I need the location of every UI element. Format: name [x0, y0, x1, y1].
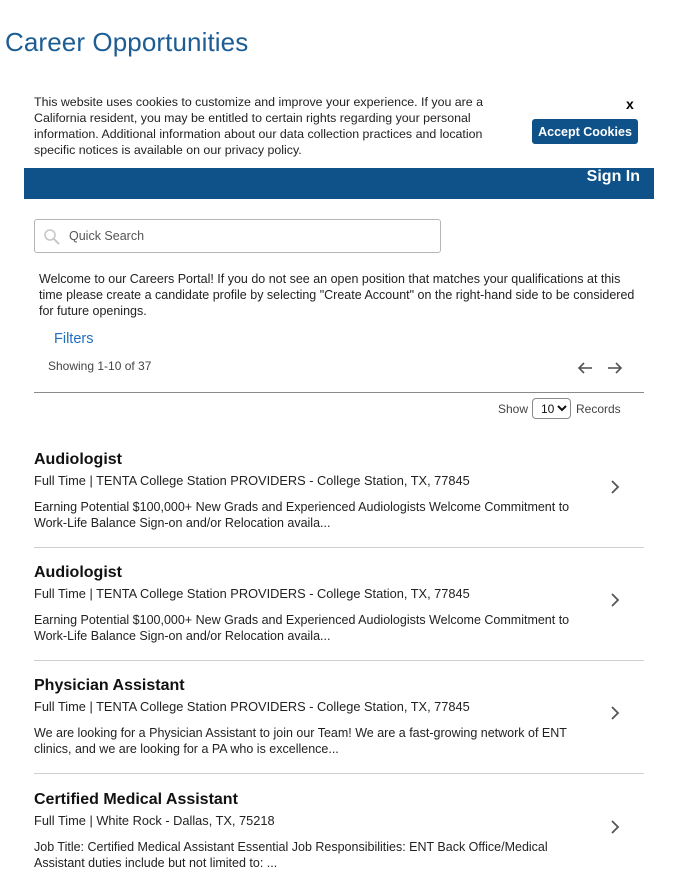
job-title[interactable]: Audiologist	[34, 451, 122, 468]
chevron-right-icon[interactable]	[610, 479, 620, 500]
job-list-item[interactable]	[34, 677, 644, 790]
arrow-left-icon[interactable]	[577, 361, 593, 380]
search-input[interactable]	[69, 226, 429, 246]
job-meta: Full Time | White Rock - Dallas, TX, 75218	[34, 813, 275, 828]
show-label: Show	[498, 402, 529, 416]
job-list-item[interactable]	[34, 451, 644, 564]
chevron-right-icon[interactable]	[610, 819, 620, 840]
pagination-showing: Showing 1-10 of 37	[48, 359, 152, 373]
search-box[interactable]	[34, 219, 441, 253]
job-description: Job Title: Certified Medical Assistant Essential Job Responsibilities: ENT Back Office/Medical Assistant duties include but not limited to: ...	[34, 840, 548, 870]
job-divider	[34, 547, 644, 548]
job-description: Earning Potential $100,000+ New Grads and Experienced Audiologists Welcome Commitment to Work-Life Balance Sign-on and/or Relocation availa...	[34, 613, 570, 643]
chevron-right-icon[interactable]	[610, 705, 620, 726]
job-meta: Full Time | TENTA College Station PROVIDERS - College Station, TX, 77845	[34, 586, 470, 601]
sign-in-link[interactable]: Sign In	[586, 168, 640, 185]
header-bar	[24, 168, 654, 199]
cookie-close-button[interactable]: x	[626, 96, 634, 112]
arrow-right-icon[interactable]	[607, 361, 623, 380]
job-title[interactable]: Audiologist	[34, 564, 122, 581]
job-meta: Full Time | TENTA College Station PROVIDERS - College Station, TX, 77845	[34, 473, 470, 488]
job-divider	[34, 773, 644, 774]
records-label: Records	[576, 402, 621, 416]
chevron-right-icon[interactable]	[610, 592, 620, 613]
job-description: We are looking for a Physician Assistant to join our Team! We are a fast-growing network of ENT clinics, and we are looking for a PA who is excellence...	[34, 726, 567, 756]
job-list-item[interactable]	[34, 564, 644, 677]
job-title[interactable]: Physician Assistant	[34, 677, 185, 694]
accept-cookies-button[interactable]: Accept Cookies	[532, 119, 638, 144]
welcome-text: Welcome to our Careers Portal! If you do not see an open position that matches your qualifications at this time please create a candidate profile by selecting "Create Account" on the right-hand side to be considered for future openings.	[39, 272, 635, 318]
cookie-text: This website uses cookies to customize and improve your experience. If you are a California resident, you may be entitled to certain rights regarding your personal information. Additional information about our data collection practices and location specific notices is available on our privacy policy.	[34, 95, 484, 157]
job-description: Earning Potential $100,000+ New Grads and Experienced Audiologists Welcome Commitment to Work-Life Balance Sign-on and/or Relocation availa...	[34, 500, 570, 530]
job-meta: Full Time | TENTA College Station PROVIDERS - College Station, TX, 77845	[34, 699, 470, 714]
job-title[interactable]: Certified Medical Assistant	[34, 791, 238, 808]
page-title: Career Opportunities	[5, 27, 249, 57]
search-icon	[43, 228, 61, 251]
filters-link[interactable]: Filters	[54, 331, 94, 347]
job-divider	[34, 660, 644, 661]
results-divider	[34, 392, 644, 393]
job-list-item[interactable]	[34, 791, 644, 883]
records-per-page-select[interactable]	[532, 398, 571, 419]
